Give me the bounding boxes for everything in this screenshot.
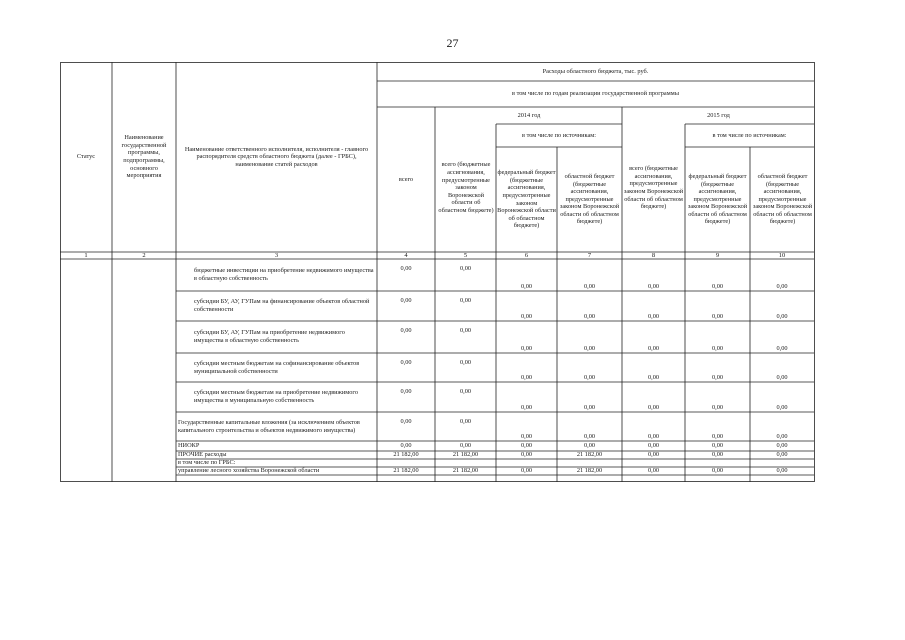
table-cell-c9: 0,00 <box>711 374 724 382</box>
table-cell-c8: 0,00 <box>647 374 660 382</box>
table-cell-c6 <box>496 459 557 467</box>
table-cell-c4: 0,00 <box>400 418 412 425</box>
table-cell-c9: 0,00 <box>711 433 724 441</box>
table-cell-c4: 21 182,00 <box>393 451 419 459</box>
table-cell-c8: 0,00 <box>647 467 660 475</box>
table-cell-c7: 0,00 <box>583 345 596 353</box>
header-year-2015: 2015 год <box>707 111 730 119</box>
column-number: 8 <box>651 252 656 259</box>
table-cell-c8: 0,00 <box>647 451 660 459</box>
table-cell-c8: 0,00 <box>647 283 660 291</box>
header-expenses: Расходы областного бюджета, тыс. руб. <box>542 67 649 75</box>
table-cell-c4: 0,00 <box>400 297 412 304</box>
table-cell-c5: 0,00 <box>459 265 472 272</box>
row-label: субсидии БУ, АУ, ГУПам на приобретение недвижимого имущества в областную собственность <box>194 329 345 344</box>
row-label: Государственные капитальные вложения (за исключением объектов капитального строительства и объектов недвижимого имущества) <box>178 418 360 434</box>
header-executor: Наименование ответственного исполнителя, исполнителя - главного распорядителя средств областного бюджета (далее - ГРБС), наименование статей расходов <box>184 145 369 168</box>
table-cell-c6: 0,00 <box>520 374 533 382</box>
table-cell-c10: 0,00 <box>776 374 788 382</box>
table-cell-c8: 0,00 <box>647 404 660 412</box>
table-cell-c7: 0,00 <box>583 374 596 382</box>
table-cell-c5: 0,00 <box>459 297 472 304</box>
table-cell-c8: 0,00 <box>647 313 660 321</box>
row-label: НИОКР <box>178 442 200 450</box>
header-2015-by-sources: в том числе по источникам: <box>712 131 787 139</box>
table-cell-c5: 21 182,00 <box>452 467 479 475</box>
table-cell-c6: 0,00 <box>520 442 533 450</box>
table-cell-c9: 0,00 <box>711 451 724 459</box>
table-cell-c5: 0,00 <box>459 359 472 366</box>
table-cell-c8: 0,00 <box>647 345 660 353</box>
table-cell-c5 <box>435 459 496 467</box>
column-number: 9 <box>715 252 720 259</box>
table-cell-c6: 0,00 <box>520 451 533 459</box>
table-cell-c10: 0,00 <box>776 313 788 321</box>
table-cell-c9: 0,00 <box>711 345 724 353</box>
column-number: 10 <box>778 252 786 259</box>
row-label: субсидии БУ, АУ, ГУПам на финансирование объектов областной собственности <box>194 298 370 313</box>
column-number: 4 <box>404 252 408 259</box>
table-cell-c10: 0,00 <box>776 451 788 459</box>
table-cell-c9: 0,00 <box>711 404 724 412</box>
table-cell-c10: 0,00 <box>776 283 788 291</box>
table-cell-c6: 0,00 <box>520 313 533 321</box>
table-cell-c6: 0,00 <box>520 433 533 441</box>
table-cell-c4: 0,00 <box>400 265 412 272</box>
row-label: управление лесного хозяйства Воронежской области <box>178 467 320 475</box>
column-number: 5 <box>463 252 468 259</box>
header-2015-regional: областной бюджет (бюджетные ассигнования, предусмотренные законом Воронежской области об областном бюджете) <box>752 172 813 226</box>
table-cell-c9: 0,00 <box>711 283 724 291</box>
table-cell-c4: 0,00 <box>400 359 412 366</box>
column-number: 6 <box>524 252 529 259</box>
table-cell-c4: 21 182,00 <box>393 467 419 475</box>
column-number: 2 <box>142 252 146 259</box>
table-cell-c10: 0,00 <box>776 467 788 475</box>
table-cell-c6: 0,00 <box>520 283 533 291</box>
budget-table <box>60 62 815 482</box>
table-cell-c8: 0,00 <box>647 442 660 450</box>
table-cell-c7: 0,00 <box>583 313 596 321</box>
table-cell-c7: 0,00 <box>583 404 596 412</box>
column-number: 1 <box>84 252 88 259</box>
table-cell-c9: 0,00 <box>711 467 724 475</box>
header-program-name: Наименование государственной программы, подпрограммы, основного мероприятия <box>121 134 167 180</box>
header-2014-total-budget: всего (бюджетные ассигнования, предусмотренные законом Воронежской области об областном бюджете) <box>438 161 494 214</box>
table-cell-c4: 0,00 <box>400 327 412 334</box>
header-total: всего <box>398 175 414 183</box>
table-cell-c7 <box>557 459 622 467</box>
header-status: Статус <box>76 153 96 161</box>
table-cell-c9 <box>685 459 750 467</box>
table-cell-c6: 0,00 <box>520 345 533 353</box>
row-label: субсидии местным бюджетам на софинансирование объектов муниципальной собственности <box>194 359 360 375</box>
table-cell-c8 <box>622 459 685 467</box>
table-cell-c4: 0,00 <box>400 442 412 450</box>
table-cell-c7: 0,00 <box>583 442 596 450</box>
page-number: 27 <box>446 36 459 50</box>
table-cell-c5: 0,00 <box>459 388 472 395</box>
table-cell-c10: 0,00 <box>776 442 788 450</box>
table-cell-c4 <box>377 459 435 467</box>
header-2014-by-sources: в том числе по источникам: <box>522 131 596 139</box>
table-cell-c10: 0,00 <box>776 345 788 353</box>
row-label: ПРОЧИЕ расходы <box>178 451 227 459</box>
table-cell-c9: 0,00 <box>711 442 724 450</box>
header-2014-federal: федеральный бюджет (бюджетные ассигнования, предусмотренные законом Воронежской области об областном бюджете) <box>497 169 556 230</box>
table-cell-c7: 21 182,00 <box>576 451 603 459</box>
table-cell-c5: 0,00 <box>459 327 472 334</box>
table-cell-c7: 0,00 <box>583 433 596 441</box>
table-cell-c4: 0,00 <box>400 388 412 395</box>
row-label: в том числе по ГРБС: <box>178 459 236 467</box>
row-label: бюджетные инвестиции на приобретение недвижимого имущества в областную собственность <box>194 267 374 282</box>
header-2015-total-budget: всего (бюджетные ассигнования, предусмотренные законом Воронежской области об областном бюджете) <box>623 165 684 211</box>
header-by-years: в том числе по годам реализации государственной программы <box>512 90 679 98</box>
table-cell-c5: 0,00 <box>459 442 472 450</box>
table-cell-c7: 0,00 <box>583 283 596 291</box>
row-label: субсидии местным бюджетам на приобретение недвижимого имущества в муниципальную собственность <box>194 389 358 404</box>
table-cell-c7: 21 182,00 <box>576 467 603 475</box>
header-2014-regional: областной бюджет (бюджетные ассигнования, предусмотренные законом Воронежской области об областном бюджете) <box>559 172 620 226</box>
table-cell-c5: 21 182,00 <box>452 451 479 459</box>
header-year-2014: 2014 год <box>517 111 541 119</box>
table-cell-c10: 0,00 <box>776 433 788 441</box>
header-2015-federal: федеральный бюджет (бюджетные ассигнования, предусмотренные законом Воронежской области об областном бюджете) <box>687 172 748 226</box>
column-number: 7 <box>587 252 592 259</box>
column-number: 3 <box>274 252 279 259</box>
table-cell-c5: 0,00 <box>459 418 472 425</box>
table-cell-c10: 0,00 <box>776 404 788 412</box>
table-cell-c6: 0,00 <box>520 404 533 412</box>
table-cell-c9: 0,00 <box>711 313 724 321</box>
table-cell-c6: 0,00 <box>520 467 533 475</box>
table-cell-c10 <box>750 459 814 467</box>
table-cell-c8: 0,00 <box>647 433 660 441</box>
